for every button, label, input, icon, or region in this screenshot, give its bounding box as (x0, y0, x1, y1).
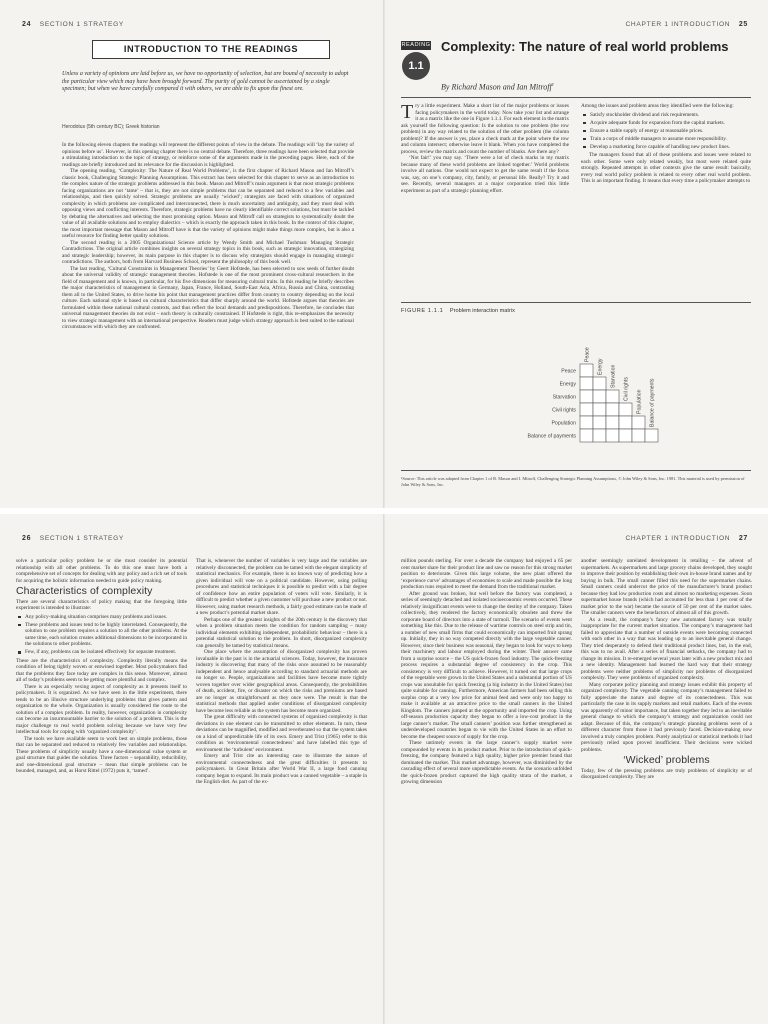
matrix-row-label: Population (551, 420, 576, 427)
paragraph: Perhaps one of the greatest insights of the 20th century is the discovery that when a problem situation meets the condition for random sampling – many individual elements exhibiting independent, probabilistic behaviour – there is a potential statistical solution to the problem. In short, disorganized complexity can generally be tamed by statistical means. (196, 616, 367, 649)
header-rule (401, 97, 751, 98)
paragraph: solve a particular policy problem he or she must consider its potential relationship with all other problems. To do this one must have both a comprehensive set of concepts for dealing with any policy and a rich set of tools for acquiring the holistic information needed to guide policy making. (16, 558, 187, 584)
list-item: Few, if any, problems can be isolated effectively for separate treatment. (16, 649, 187, 656)
paragraph: In the following eleven chapters the readings will represent the different points of view in the debate. The readings will ‘lay the variety of opinions before us’. However, in this opening chapter there is no central debate. Therefore, three readings have been selected that provide a stimulating introduction to the topic of strategy, or reinforce some of the arguments made in the preceding pages. Here, each of the readings are briefly introduced and its relevance for the discussion is highlighted. (62, 142, 354, 168)
list-item: Satisfy stockholder dividend and risk requirements. (581, 112, 751, 119)
page-26 (0, 514, 383, 1024)
paragraph-text: ry a little experiment. Make a short list of the major problems or issues facing policymakers in the world today. Now take your list and arrange it as a matrix like the one in Figure 1.1.1. For each element in the matrix ask yourself the following question: Is the solution to one problem (the row problem) in any way related to the solution of the other problem (the column problem)? If the answer is yes, place a check mark at the point where the row and column intersect; otherwise leave it blank. When you have completed the process, review the matrix and count the number of blanks. Are there any? (401, 103, 569, 155)
paragraph: Among the issues and problem areas they identified were the following: (581, 103, 734, 109)
reading-author (441, 82, 554, 92)
bullet-list (581, 112, 751, 151)
running-head (16, 535, 124, 542)
paragraph: After ground was broken, but well before the factory was completed, a series of seemingly detached and isolated socioeconomic events occurred. These relatively insignificant events were to change the destiny of the company. Taken collectively, they rendered the factory economically obsolete and threw the corporate board of directors into a state of turmoil. The scenario of events went something like this. Due to the release of wartime controls on steel strip and tin, a number of new small firms that could economically can imported fruit sprang up. Initially, they in no way competed directly with the large vegetable canner. However, since their business was seasonal, they began to look for ways to keep their machinery and labour employed during the winter. Their answer came from a surprise source – the US quick-frozen food industry. The quick-freezing process requires a substantial degree of consistency in the crop. This consistency is very difficult to achieve. However, it turned out that large crops of the vegetable were grown in the United States and a substantial portion of US crops was unsuitable for quick freezing (a big industry in the United States) but quite suitable for canning. Furthermore, American farmers had been selling this surplus crop at a very low price for animal feed and were only too happy to make it available at an attractive price to the small canners in the United Kingdom. The canners jumped at the opportunity and imported the crop. Using off-season production capacity they began to offer a low-cost product in the large canner’s market. The small canners’ position was further strengthened as underdeveloped countries began to vie with the United States in an effort to become the cheapest source of supply for the crop. (401, 590, 572, 740)
paragraph: These untimely events in the large canner’s supply market were compounded by events in its product market. Prior to the introduction of quick-freezing, the company featured a high quality, higher price premier brand that dominated the market. This market advantage, however, was diminished by the cascading effect of several more unpredictable events. As the scenario unfolded the quick-frozen product captured the high quality strata of the market, a growing dimension (401, 740, 572, 785)
source-rule (401, 470, 751, 471)
reading-badge (401, 41, 431, 80)
matrix-cell (606, 403, 619, 416)
page-number: 24 (22, 21, 32, 28)
list-item: Any policy-making situation comprises many problems and issues. (16, 614, 187, 621)
figure-number: FIGURE 1.1.1 (401, 308, 444, 314)
epigraph: Unless a variety of opinions are laid before us, we have no opportunity of selection, but are bound of necessity to adopt the particular view which may have been brought forward. The purity of gold cannot be ascertained by a single specimen; but when we have carefully compared it with others, we are able to fix upon the finest ore. (62, 71, 349, 93)
list-item: Develop a marketing force capable of handling new product lines. (581, 144, 751, 151)
matrix-cell (580, 364, 593, 377)
author-note-mark: 1 (551, 82, 554, 87)
matrix-column-label: Civil rights (623, 377, 630, 401)
paragraph: As a result, the company’s fancy new automated factory was totally inappropriate for the current market situation. The company’s management had failed to appreciate that a number of outside events were becoming connected with each other in a way that was leading up to an inevitable general change. They tried desperately to defend their traditional product lines, but, in the end, this was to no avail. After a series of financial setbacks, the company had to change its mission. It re-emerged several years later with a new product mix and a new identity. Management had learned the hard way that their strategy problems were neither problems of simplicity nor problems of disorganized complexity. They were problems of organized complexity. (581, 616, 752, 681)
paragraph: ‘Not fair!’ you may say. ‘There were a lot of check marks in my matrix because many of these world problems are linked together.’ World problems involve all nations. One would not expect to get the same result if the focus was, say, on one’s company, city, family, or personal life. Really? Try it and see. Recently, several managers at a major corporation tried this little experiment as part of a strategic planning effort. (401, 155, 569, 194)
paragraph: Many corporate policy planning and strategy issues exhibit this property of organized complexity. The vegetable canning company’s management failed to fully appreciate the nature and degree of its connectedness. This was particularly the case in its supply markets and retail markets. Each of the events was apparently of minor importance, but taken together they led to an inevitable general change to which the company’s strategy and organization could not adapt. Because of this, the company’s strategic planning problems were of a different character from those it had previously faced. Decision-making now involved a truly complex problem. Purely analytical or statistical methods it had previously relied upon proved insufficient. Their decisions were wicked problems. (581, 681, 752, 753)
matrix-column-label: Population (636, 389, 643, 414)
paragraph: Today, few of the pressing problems are truly problems of simplicity or of disorganized complexity. They are (581, 767, 752, 780)
paragraph: One place where the assumption of disorganized complexity has proven invaluable in the past is in the actuarial sciences. Today, however, the insurance industry is discovering that many of the risks once assumed to be reasonably independent and hence analysable according to standard actuarial methods are no longer so. People, organizations and facilities have become more tightly woven together over wider geographical areas. Consequently, the probabilities of death, accident, fire, or disaster on which the risks and premiums are based are no longer as straightforward as they once were. The result is that the statistical methods that applied under conditions of disorganized complexity have become less reliable as the system has become more organized. (196, 649, 367, 714)
page-number: 26 (22, 535, 32, 542)
matrix-row-label: Peace (561, 368, 576, 375)
matrix-grid (528, 347, 658, 442)
page27-column-2 (581, 558, 752, 781)
paragraph: another seemingly unrelated development in retailing – the advent of supermarkets. As supermarkets and large grocery chains developed, they sought to improve their position by establishing their own in-house brand names and by buying in bulk. The small canner filled this need for the supermarket chains. Small canners could undercut the price of the manufacturer’s brand product because they had low production costs and almost no marketing expenses. Soon supermarket house brands (which had accounted for less than 1 per cent of the market prior to the war) became the source of 50 per cent of the market sales. The smaller canners were the benefactors of almost all of this growth. (581, 558, 752, 616)
matrix-cell (593, 377, 606, 390)
matrix-cell (619, 429, 632, 442)
matrix-column-label: Balance of payments (649, 378, 656, 427)
paragraph: The tools we have available seem to work best on simple problems, those that can be separated and reduced to relatively few variables and relationships. These problems of simplicity usually have a one-dimensional value system or goal structure that guides the solution. Three factors – separability, reducibility, and one-dimensional goal structure – mean that simple problems can be bounded, managed, and, as Horst Rittel (1972) puts it, ‘tamed’. (16, 735, 187, 774)
paragraph: Emery and Trist cite an interesting case to illustrate the nature of environmental connectedness and the great difficulties it presents to policymakers. In Great Britain after World War II, a large food canning company began to expand. Its main product was a canned vegetable – a staple in the English diet. As part of the ex- (196, 753, 367, 785)
matrix-cell (619, 403, 632, 416)
matrix-row-label: Energy (559, 381, 576, 388)
paragraph: There is an especially vexing aspect of complexity as it presents itself to policymakers. It is organized. As we have seen in the little experiment, there tends to be an illusive structure underlying problems that gives pattern and organization to the whole. Organization is usually considered the route to the solution of a complex problem. In reality, however, organization in complexity can become an insurmountable barrier to the solution of a problem. This is the major challenge to real world problem solving because we have very few intellectual tools for coping with ‘organized complexity’. (16, 683, 187, 735)
matrix-row-label: Civil rights (552, 407, 576, 414)
running-head (16, 21, 124, 28)
running-head (625, 535, 754, 542)
page-24 (0, 0, 383, 508)
page-27 (385, 514, 768, 1024)
intro-title: INTRODUCTION TO THE READINGS (92, 40, 330, 59)
page-25 (385, 0, 768, 508)
paragraph: There are several characteristics of policy making that the foregoing little experiment is intended to illustrate: (16, 598, 187, 611)
paragraph: That is, whenever the number of variables is very large and the variables are relatively disconnected, the problem can be tamed with the elegant simplicity of statistical mechanics. For example, there is no known way of predicting how a given individual will vote on a political candidate. However, using polling procedures and statistical techniques it is possible to predict with a fair degree of confidence how an entire population of voters will vote. Similarly, it is difficult to predict whether a given customer will purchase a new product or not. However, using market research methods, a fairly good estimate can be made of a new product’s potential market share. (196, 558, 367, 616)
source-note: ¹Source: This article was adapted from Chapter 1 of R. Mason and I. Mitroff, Challenging Strategic Planning Assumptions, © John Wiley & Sons, Inc. 1981. This material is used by permission of John Wiley & Sons, Inc. (401, 476, 745, 487)
list-item: Train a corps of middle managers to assume more responsibility. (581, 136, 751, 143)
matrix-row-label: Balance of payments (527, 433, 576, 440)
matrix-cell (580, 377, 593, 390)
matrix-cell (593, 390, 606, 403)
bullet-list (16, 614, 187, 656)
running-head (625, 21, 754, 28)
reading-number: 1.1 (402, 52, 430, 80)
matrix-cell (593, 403, 606, 416)
matrix-cell (619, 416, 632, 429)
paragraph: The great difficulty with connected systems of organized complexity is that deviations in one element can be transmitted to other elements. In turn, these deviations can be magnified, modified and reverberated so that the system takes on a kind of unpredictable life of its own. Emery and Trist (1965) refer to this condition as ‘environmental connectedness’ and have labelled this type of environment the ‘turbulent’ environment. (196, 714, 367, 753)
matrix-cell (606, 429, 619, 442)
paragraph: The last reading, ‘Cultural Constraints in Management Theories’ by Geert Hofstede, has been selected to sow seeds of further doubt about the universal validity of strategic management theories. Hofstede is one of the most prominent cross-cultural researchers in the field of management and is known, in particular, for his five dimensions for measuring cultural traits. In this reading he briefly describes the major characteristics of management in Germany, Japan, France, Holland, South-East Asia, Africa, Russia and China, contrasting them all to the United States, to drive home his point that management practices differ from country to country depending on the local culture. Each national style is based on cultural characteristics that differ sharply around the world. Hofstede argues that theories are formulated within these national cultural contexts, and thus reflect the local demands and predispositions. Therefore, he concludes that universal management theories do not exist – each theory is culturally constrained. If Hofstede is right, this re-emphasizes the necessity to view strategic management with an international perspective. Readers must judge which strategy approach is best suited to the national circumstances with which they are confronted. (62, 265, 354, 330)
matrix-column-label: Peace (584, 347, 591, 362)
reading-title: Complexity: The nature of real world problems (441, 39, 729, 54)
matrix-cell (606, 416, 619, 429)
page26-column-1 (16, 558, 187, 775)
section-label: SECTION 1 STRATEGY (39, 535, 125, 542)
figure-rule (401, 302, 751, 303)
figure-caption (401, 308, 515, 314)
list-item: Ensure a stable supply of energy at reasonable prices. (581, 128, 751, 135)
matrix-cell (580, 429, 593, 442)
matrix-cell (632, 429, 645, 442)
paragraph (401, 103, 569, 155)
author-names: By Richard Mason and Ian Mitroff (441, 82, 552, 92)
list-item: Acquire adequate funds for expansion from the capital markets. (581, 120, 751, 127)
matrix-cell (580, 416, 593, 429)
section-heading: ‘Wicked’ problems (623, 754, 710, 766)
problem-interaction-matrix (475, 318, 705, 468)
intro-body (62, 142, 354, 331)
matrix-cell (593, 429, 606, 442)
page-number: 25 (738, 21, 748, 28)
matrix-cell (593, 416, 606, 429)
matrix-cell (606, 390, 619, 403)
matrix-column-label: Starvation (610, 364, 617, 388)
epigraph-source: Herodotus (5th century BC); Greek historian (62, 124, 160, 130)
matrix-cell (632, 416, 645, 429)
page27-column-1 (401, 558, 572, 786)
paragraph: million pounds sterling. For over a decade the company had enjoyed a 65 per cent market share for their product line and saw no reason for this strong market position to deteriorate. Given this large volume, the new plant offered the ‘experience curve’ advantages of economies to scale and made possible the long production runs required to meet the demand from the traditional market. (401, 558, 572, 590)
paragraph: The managers found that all of these problems and issues were related to each other. Some were only related weakly, but most were related quite strongly. Repeated attempts in other contexts give the same result: basically, every real world policy problem is related to every other real world problem. This is an important finding. It means that every time a policymaker attempts to (581, 152, 751, 184)
reading-column-1 (401, 103, 569, 194)
paragraph: The opening reading, ‘Complexity: The Nature of Real World Problems’, is the first chapter of Richard Mason and Ian Mitroff’s classic book, Challenging Strategic Planning Assumptions. This extract has been selected for this chapter to serve as an introduction to the complex nature of the strategic problems addressed in this book. Mason and Mitroff’s main argument is that most strategic problems facing organizations are not ‘tame’ – that is, they are not simple problems that can be separated and reduced to a few variables and relationships, and then quickly solved. Strategic problems are usually ‘wicked’; strategists are faced with situations of organized complexity in which problems are complicated and interconnected, there is much uncertainty and ambiguity, and they must deal with opposing views and conflicting interests. Therefore, strategic problems have no clearly identifiable correct solutions, but must be tackled by debating the alternatives and selecting the most promising option. Mason and Mitroff call on strategists to systematically doubt the value of all available solutions and to employ dialectics – which is exactly the approach taken in this book. In the context of this chapter, the most important message that Mason and Mitroff have is that the variety of opinions might make things more complex, but is also a useful resource for finding better quality solutions. (62, 168, 354, 239)
bottom-spread (0, 514, 768, 1024)
matrix-cell (580, 403, 593, 416)
chapter-label: CHAPTER 1 INTRODUCTION (625, 535, 731, 542)
matrix-column-label: Energy (597, 358, 604, 375)
drop-cap: T (401, 101, 414, 123)
matrix-cell (580, 390, 593, 403)
section-heading: Characteristics of complexity (16, 585, 153, 597)
reading-column-2 (581, 103, 751, 185)
figure-title: Problem interaction matrix (449, 308, 515, 314)
paragraph: These are the characteristics of complexity. Complexity literally means the condition of being tightly woven or entwined together. Most policymakers find that the problems they face today are complex in this sense. Moreover, almost all of today’s problems seem to be getting more plentiful and complex. (16, 657, 187, 683)
page-number: 27 (738, 535, 748, 542)
page26-column-2 (196, 558, 367, 786)
chapter-label: CHAPTER 1 INTRODUCTION (625, 21, 731, 28)
section-label: SECTION 1 STRATEGY (39, 21, 125, 28)
matrix-row-label: Starvation (552, 394, 576, 401)
top-spread (0, 0, 768, 508)
list-item: These problems and issues tend to be highly interrelated. Consequently, the solution to one problem requires a solution to all the other problems. At the same time, each solution creates additional dimensions to be incorporated in the solutions to other problems. (16, 622, 187, 648)
paragraph: The second reading is a 2005 Organizational Science article by Wendy Smith and Michael Tushman: Managing Strategic Contradictions. The original article combines insights on several strategy topics in this book, such as strategic innovation, strategizing and strategic leadership; however, its main purpose in this chapter is to discuss why strategists should engage in managing strategic contradictions. The authors, both from Harvard Business School, represent the philosophy of this book well. (62, 239, 354, 265)
reading-label: READING (401, 42, 431, 48)
matrix-cell (645, 429, 658, 442)
